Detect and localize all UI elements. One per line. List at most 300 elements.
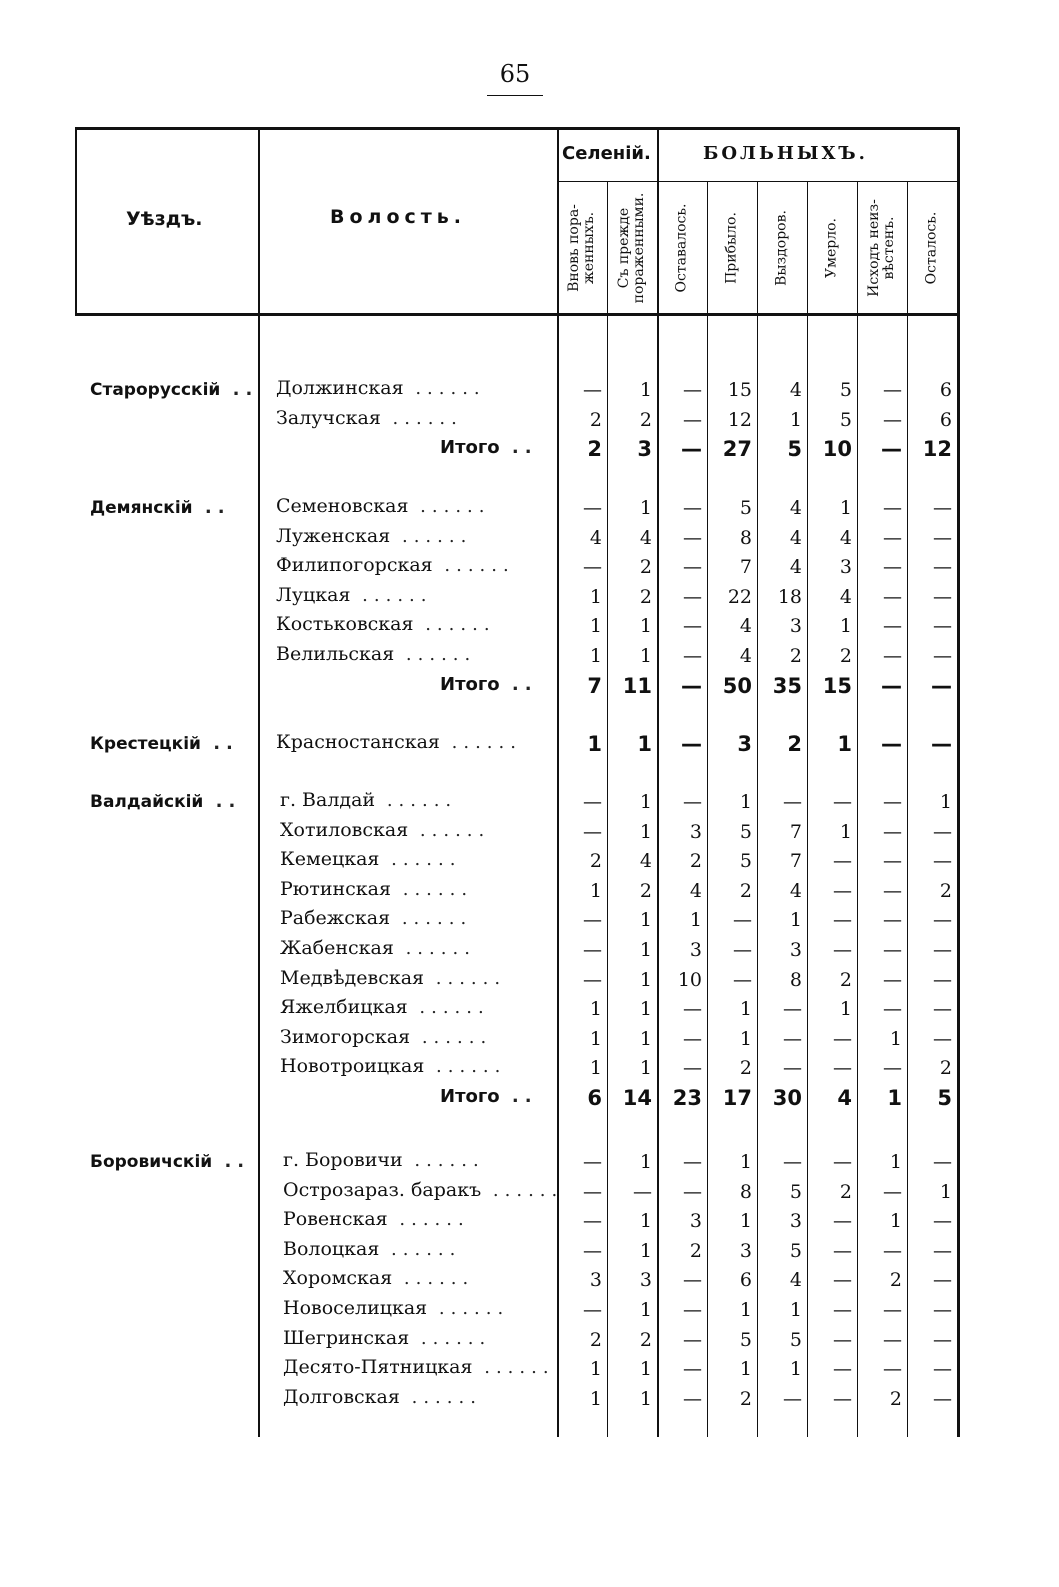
table-cell: — [883, 968, 902, 991]
table-cell: — [933, 615, 952, 638]
left-border [75, 127, 77, 313]
volost-name: Медвѣдевская ...... [280, 966, 507, 989]
table-cell: — [733, 939, 752, 961]
table-cell: — [683, 1057, 702, 1080]
table-cell: — [883, 379, 902, 401]
table-cell: 1 [839, 998, 852, 1021]
table-cell: — [683, 1299, 702, 1321]
table-cell: 1 [639, 1387, 652, 1410]
table-cell: 1 [739, 998, 752, 1021]
table-cell: — [683, 1269, 702, 1292]
table-cell: 15 [822, 673, 852, 698]
table-cell: — [683, 379, 702, 401]
table-cell: 8 [739, 526, 752, 549]
table-cell: 1 [589, 998, 602, 1021]
table-cell: — [583, 909, 602, 932]
header-uezd: Уѣздъ. [126, 208, 203, 230]
table-cell: 1 [639, 1210, 652, 1233]
table-cell: — [933, 850, 952, 873]
table-cell: 1 [639, 791, 652, 813]
volost-name: Десято-Пятницкая ...... [283, 1356, 555, 1379]
volost-name: Филипогорская ...... [276, 554, 515, 577]
table-cell: 2 [689, 1239, 702, 1262]
table-cell: — [883, 408, 902, 431]
table-cell: — [933, 939, 952, 961]
table-cell: — [933, 1210, 952, 1233]
leader-dots: .. [499, 673, 538, 695]
table-cell: 1 [639, 1057, 652, 1080]
table-cell: — [583, 1239, 602, 1262]
volost-name: Рютинская ...... [280, 877, 474, 900]
table-cell: — [883, 1057, 902, 1080]
table-cell: 1 [739, 1299, 752, 1321]
table-cell: 7 [587, 673, 602, 698]
table-cell: 5 [789, 1239, 802, 1262]
leader-dots: ...... [408, 496, 491, 517]
table-cell: — [683, 1387, 702, 1410]
table-cell: — [933, 1299, 952, 1321]
table-cell: — [681, 732, 702, 756]
table-cell: 1 [939, 791, 952, 813]
table-cell: 2 [589, 1328, 602, 1351]
table-cell: 1 [739, 1210, 752, 1233]
table-cell: — [833, 1269, 852, 1292]
table-cell: — [883, 791, 902, 813]
table-cell: — [683, 1151, 702, 1173]
column-header-label: Умерло. [823, 217, 840, 279]
leader-dots: ...... [402, 1150, 485, 1171]
table-cell: — [933, 1387, 952, 1410]
volost-name: Волоцкая ...... [283, 1237, 462, 1260]
table-cell: — [833, 909, 852, 932]
volost-name: Жабенская ...... [280, 937, 476, 959]
table-cell: 2 [587, 437, 602, 462]
table-cell: — [933, 1151, 952, 1173]
table-cell: 14 [622, 1086, 652, 1110]
table-cell: — [783, 1387, 802, 1410]
table-cell: — [681, 437, 702, 462]
table-cell: 3 [639, 1269, 652, 1292]
table-cell: 5 [739, 497, 752, 519]
table-cell: 1 [739, 791, 752, 813]
table-cell: 1 [839, 615, 852, 638]
table-cell: 1 [639, 379, 652, 401]
leader-dots: ...... [439, 732, 522, 753]
table-cell: 2 [787, 732, 802, 756]
table-cell: — [933, 1269, 952, 1292]
table-cell: 2 [839, 1180, 852, 1203]
table-cell: — [733, 968, 752, 991]
table-cell: 5 [839, 379, 852, 401]
table-cell: — [881, 732, 902, 756]
leader-dots: .. [212, 1151, 251, 1172]
uezd-volost-divider [258, 127, 260, 1437]
table-cell: 5 [937, 1086, 952, 1110]
table-cell: 1 [789, 1358, 802, 1381]
table-cell: 1 [889, 1151, 902, 1173]
table-cell: — [683, 645, 702, 667]
table-cell: 17 [722, 1086, 752, 1110]
table-cell: — [833, 1027, 852, 1050]
column-header-label: Вновь пора- женныхъ. [566, 204, 597, 292]
table-cell: — [583, 379, 602, 401]
leader-dots: ...... [408, 819, 491, 841]
table-cell: 4 [589, 526, 602, 549]
leader-dots: ...... [387, 1209, 470, 1231]
volost-name: Рабежская ...... [280, 907, 473, 930]
table-cell: 4 [839, 526, 852, 549]
table-cell: 4 [789, 379, 802, 401]
leader-dots: ...... [432, 555, 515, 577]
table-cell: 2 [939, 1057, 952, 1080]
volost-name: Хотиловская ...... [280, 818, 491, 841]
volost-name: Должинская ...... [276, 377, 486, 399]
table-cell: — [681, 673, 702, 698]
table-top-rule [75, 127, 960, 130]
table-cell: 10 [677, 968, 702, 991]
table-cell: — [783, 1151, 802, 1173]
table-cell: — [881, 437, 902, 462]
table-cell: 4 [789, 526, 802, 549]
table-cell: 6 [587, 1086, 602, 1110]
table-cell: — [683, 497, 702, 519]
table-cell: 1 [639, 909, 652, 932]
table-cell: 1 [739, 1027, 752, 1050]
table-cell: 12 [727, 408, 752, 431]
table-cell: 27 [722, 437, 752, 462]
table-cell: — [833, 1151, 852, 1173]
table-cell: 5 [739, 1328, 752, 1351]
leader-dots: ...... [409, 1327, 492, 1349]
table-cell: — [833, 939, 852, 961]
table-cell: — [931, 673, 952, 698]
table-cell: 15 [727, 379, 752, 401]
column-header-label: Оставалось. [673, 203, 690, 293]
leader-dots: ...... [390, 525, 473, 547]
table-cell: 1 [589, 1057, 602, 1080]
table-cell: — [583, 1151, 602, 1173]
table-cell: 3 [737, 732, 752, 756]
table-cell: — [883, 585, 902, 608]
table-cell: — [833, 1210, 852, 1233]
leader-dots: ...... [472, 1357, 555, 1379]
table-cell: 5 [739, 820, 752, 843]
table-cell: 50 [722, 673, 752, 698]
table-cell: — [883, 850, 902, 873]
volost-name: Ровенская ...... [283, 1208, 470, 1231]
volost-name: Луцкая ...... [276, 583, 433, 606]
table-cell: 5 [787, 437, 802, 462]
right-border [957, 127, 960, 1437]
table-cell: — [883, 820, 902, 843]
table-cell: 12 [922, 437, 952, 462]
leader-dots: .. [499, 437, 538, 459]
volost-name: г. Валдай ...... [280, 789, 458, 811]
table-cell: — [583, 1180, 602, 1203]
table-cell: — [883, 526, 902, 549]
leader-dots: ...... [379, 1238, 462, 1260]
table-cell: 1 [839, 820, 852, 843]
table-cell: — [833, 791, 852, 813]
table-cell: 2 [939, 879, 952, 902]
uezd-name: Валдайскій .. [90, 791, 242, 812]
table-cell: 1 [789, 1299, 802, 1321]
table-cell: — [933, 556, 952, 579]
table-cell: 3 [839, 556, 852, 579]
table-cell: — [883, 497, 902, 519]
table-cell: — [683, 1328, 702, 1351]
table-cell: — [883, 1239, 902, 1262]
table-cell: 35 [772, 673, 802, 698]
table-cell: 1 [639, 1358, 652, 1381]
table-cell: 5 [789, 1180, 802, 1203]
table-cell: 4 [789, 556, 802, 579]
table-cell: 1 [639, 998, 652, 1021]
table-cell: 2 [589, 408, 602, 431]
table-cell: — [933, 1239, 952, 1262]
table-cell: — [683, 791, 702, 813]
leader-dots: ...... [380, 407, 463, 429]
volost-name: Залучская ...... [276, 406, 463, 429]
table-cell: — [883, 1180, 902, 1203]
total-label: Итого .. [440, 673, 538, 695]
volost-name: Яжелбицкая ...... [280, 996, 490, 1019]
leader-dots: ...... [399, 1386, 482, 1408]
table-cell: — [933, 1027, 952, 1050]
leader-dots: ...... [427, 1298, 510, 1319]
table-cell: — [933, 585, 952, 608]
table-cell: — [583, 497, 602, 519]
table-cell: 3 [689, 939, 702, 961]
table-cell: — [933, 497, 952, 519]
leader-dots: ...... [392, 1268, 475, 1290]
leader-dots: .. [200, 733, 239, 754]
table-cell: — [833, 850, 852, 873]
total-label: Итого .. [440, 1086, 538, 1107]
table-cell: 2 [839, 968, 852, 991]
leader-dots: ...... [424, 967, 507, 989]
uezd-name: Старорусскій .. [90, 379, 259, 400]
column-header-label: Осталось. [923, 211, 940, 285]
table-cell: 2 [639, 408, 652, 431]
table-cell: — [683, 615, 702, 638]
table-cell: 1 [589, 1387, 602, 1410]
volost-name: Луженская ...... [276, 524, 473, 547]
table-cell: 1 [589, 615, 602, 638]
table-cell: — [783, 998, 802, 1021]
table-cell: 2 [689, 850, 702, 873]
table-cell: — [933, 1328, 952, 1351]
table-cell: — [933, 968, 952, 991]
table-cell: 1 [839, 497, 852, 519]
leader-dots: ...... [391, 878, 474, 900]
table-cell: 6 [739, 1269, 752, 1292]
table-cell: — [583, 791, 602, 813]
leader-dots: .. [499, 1086, 538, 1107]
volost-name: Шегринская ...... [283, 1326, 492, 1349]
table-cell: — [883, 1328, 902, 1351]
table-cell: — [883, 1358, 902, 1381]
table-cell: — [933, 909, 952, 932]
leader-dots: ...... [407, 997, 490, 1019]
table-cell: 7 [789, 850, 802, 873]
table-cell: 5 [789, 1328, 802, 1351]
table-cell: 1 [639, 645, 652, 667]
table-cell: 1 [589, 1358, 602, 1381]
table-cell: 2 [889, 1269, 902, 1292]
table-cell: 4 [789, 1269, 802, 1292]
header-seleniy: Селеній. [562, 143, 651, 164]
table-cell: 7 [739, 556, 752, 579]
table-cell: 2 [639, 1328, 652, 1351]
table-cell: — [683, 585, 702, 608]
table-cell: 1 [689, 909, 702, 932]
table-cell: — [583, 939, 602, 961]
table-cell: 5 [739, 850, 752, 873]
table-cell: — [683, 408, 702, 431]
table-cell: 1 [889, 1027, 902, 1050]
volost-name: Долговская ...... [283, 1385, 482, 1408]
table-cell: — [833, 1057, 852, 1080]
table-cell: — [733, 909, 752, 932]
table-cell: — [833, 879, 852, 902]
volost-name: г. Боровичи ...... [283, 1149, 485, 1171]
table-cell: 3 [689, 820, 702, 843]
leader-dots: ...... [413, 614, 496, 636]
table-cell: 1 [639, 615, 652, 638]
table-cell: 2 [889, 1387, 902, 1410]
table-cell: 22 [727, 585, 752, 608]
table-cell: — [683, 1180, 702, 1203]
table-cell: 1 [589, 585, 602, 608]
table-cell: 3 [739, 1239, 752, 1262]
leader-dots: ...... [424, 1056, 507, 1078]
table-cell: 2 [639, 879, 652, 902]
leader-dots: ...... [350, 584, 433, 606]
leader-dots: ...... [394, 644, 477, 665]
table-cell: — [883, 1299, 902, 1321]
table-cell: — [833, 1299, 852, 1321]
table-cell: 1 [789, 909, 802, 932]
leader-dots: ...... [379, 849, 462, 871]
table-cell: — [883, 939, 902, 961]
table-cell: 3 [789, 615, 802, 638]
table-cell: — [583, 556, 602, 579]
table-cell: 3 [689, 1210, 702, 1233]
table-cell: 8 [789, 968, 802, 991]
column-header-label: Выздоров. [773, 210, 790, 286]
table-cell: 2 [839, 645, 852, 667]
table-cell: 1 [837, 732, 852, 756]
leader-dots: ...... [393, 938, 476, 959]
header-volost: Волость. [330, 206, 467, 228]
table-cell: 6 [939, 408, 952, 431]
table-cell: 7 [789, 820, 802, 843]
volost-name: Кемецкая ...... [280, 848, 462, 871]
leader-dots: .. [220, 379, 259, 400]
table-cell: 3 [637, 437, 652, 462]
column-header-label: Исходъ неиз- вѣстенъ. [866, 199, 897, 297]
table-cell: 2 [739, 879, 752, 902]
volost-name: Новоселицкая ...... [283, 1297, 510, 1319]
table-cell: 4 [739, 645, 752, 667]
table-cell: — [883, 556, 902, 579]
table-cell: 1 [589, 879, 602, 902]
table-cell: 1 [637, 732, 652, 756]
table-cell: 2 [639, 556, 652, 579]
leader-dots: ...... [410, 1026, 493, 1048]
table-cell: 1 [739, 1358, 752, 1381]
table-cell: 1 [587, 732, 602, 756]
volost-name: Велильская ...... [276, 643, 477, 665]
table-cell: — [683, 998, 702, 1021]
table-cell: — [881, 673, 902, 698]
header-bolnykh: БОЛЬНЫХЪ. [703, 143, 868, 164]
table-cell: — [583, 1299, 602, 1321]
table-cell: 4 [839, 585, 852, 608]
table-cell: — [833, 1328, 852, 1351]
volost-name: Острозараз. баракъ ...... [283, 1178, 564, 1201]
table-cell: — [583, 820, 602, 843]
table-cell: — [933, 526, 952, 549]
column-header-label: Прибыло. [723, 212, 740, 284]
table-cell: — [833, 1239, 852, 1262]
volost-name: Семеновская ...... [276, 495, 491, 517]
table-cell: 1 [639, 1151, 652, 1173]
table-cell: 1 [639, 497, 652, 519]
table-cell: — [683, 526, 702, 549]
leader-dots: ...... [375, 790, 458, 811]
table-cell: 1 [939, 1180, 952, 1203]
table-cell: 4 [789, 879, 802, 902]
uezd-name: Демянскій .. [90, 497, 231, 518]
table-cell: 1 [639, 939, 652, 961]
volost-name: Зимогорская ...... [280, 1025, 493, 1048]
table-cell: 1 [739, 1151, 752, 1173]
table-cell: 8 [739, 1180, 752, 1203]
table-cell: — [883, 615, 902, 638]
table-cell: — [583, 1210, 602, 1233]
table-cell: — [933, 645, 952, 667]
table-cell: 1 [639, 1239, 652, 1262]
table-cell: 3 [789, 939, 802, 961]
table-cell: 1 [887, 1086, 902, 1110]
table-cell: 1 [789, 408, 802, 431]
table-cell: — [883, 998, 902, 1021]
header-bottom-rule [75, 313, 960, 316]
table-cell: 4 [739, 615, 752, 638]
table-cell: — [833, 1387, 852, 1410]
leader-dots: ...... [481, 1179, 564, 1201]
table-cell: 4 [837, 1086, 852, 1110]
volost-name: Хоромская ...... [283, 1267, 475, 1290]
table-cell: 1 [589, 1027, 602, 1050]
table-cell: — [883, 645, 902, 667]
table-cell: 2 [739, 1057, 752, 1080]
table-cell: — [783, 1057, 802, 1080]
table-cell: — [683, 1358, 702, 1381]
table-cell: 5 [839, 408, 852, 431]
table-cell: 1 [589, 645, 602, 667]
table-cell: — [783, 791, 802, 813]
table-cell: 3 [789, 1210, 802, 1233]
table-cell: — [883, 879, 902, 902]
table-cell: — [883, 909, 902, 932]
volost-name: Костьковская ...... [276, 613, 496, 636]
table-cell: 4 [689, 879, 702, 902]
table-cell: 6 [939, 379, 952, 401]
leader-dots: ...... [403, 378, 486, 399]
